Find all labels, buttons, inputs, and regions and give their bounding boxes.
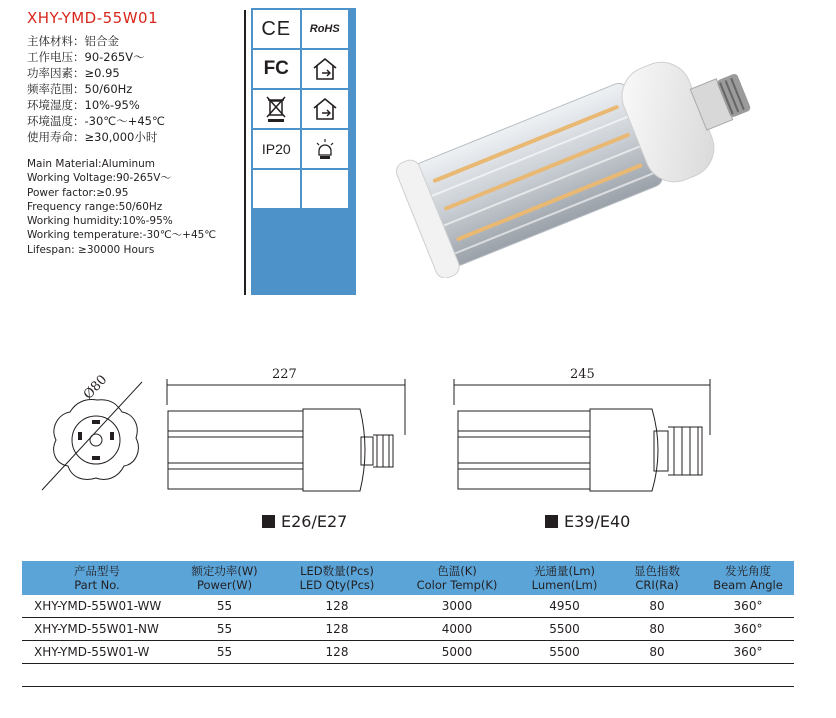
fcc-mark-icon bbox=[253, 50, 300, 88]
length-label-e26: 227 bbox=[272, 367, 297, 382]
square-bullet-icon bbox=[545, 515, 558, 528]
spec-line: Working temperature:-30℃～+45℃ bbox=[27, 229, 217, 242]
cell-led-qty: 128 bbox=[325, 622, 349, 636]
base-label-e26 bbox=[262, 512, 347, 531]
cell-lumen: 5500 bbox=[549, 645, 580, 659]
spec-line: 功率因素：≥0.95 bbox=[27, 66, 120, 80]
spec-line: 主体材料：铝合金 bbox=[27, 34, 119, 48]
cell-power: 55 bbox=[216, 645, 233, 659]
cell-beam-angle: 360° bbox=[733, 645, 763, 659]
header-beam-angle: 发光角度 Beam Angle bbox=[713, 564, 783, 592]
ce-mark-icon bbox=[253, 10, 300, 48]
product-title: XHY-YMD-55W01 bbox=[27, 9, 159, 27]
header-lumen: 光通量(Lm) Lumen(Lm) bbox=[531, 564, 598, 592]
screw-base bbox=[668, 427, 702, 475]
length-label-e39: 245 bbox=[570, 367, 595, 382]
table-row bbox=[22, 618, 794, 641]
base-label-text: E39/E40 bbox=[564, 512, 631, 531]
base-label-text: E26/E27 bbox=[281, 512, 348, 531]
cell-power: 55 bbox=[216, 599, 233, 613]
indoor-use-icon bbox=[302, 50, 349, 88]
cell-cri: 80 bbox=[649, 622, 665, 636]
cell-color-temp: 3000 bbox=[441, 599, 473, 613]
specs-english bbox=[27, 157, 216, 257]
spec-line: Lifespan: ≥30000 Hours bbox=[27, 243, 155, 256]
empty-cell bbox=[253, 170, 300, 208]
e26-side-view-drawing bbox=[165, 375, 410, 495]
header-part-no: 产品型号 Part No. bbox=[74, 564, 120, 592]
table-header bbox=[22, 561, 794, 595]
spec-line: 频率范围：50/60Hz bbox=[27, 82, 133, 96]
cell-part-no: XHY-YMD-55W01-NW bbox=[34, 622, 159, 636]
diameter-label: Ø80 bbox=[80, 372, 111, 403]
cell-led-qty: 128 bbox=[325, 645, 349, 659]
spec-table bbox=[22, 561, 794, 687]
weee-bin-icon bbox=[253, 90, 300, 128]
product-photo bbox=[378, 28, 783, 278]
table-row bbox=[22, 641, 794, 664]
spec-line: Main Material:Aluminum bbox=[27, 158, 156, 170]
header-cri: 显色指数 CRI(Ra) bbox=[634, 564, 680, 592]
cell-lumen: 5500 bbox=[549, 622, 580, 636]
cell-part-no: XHY-YMD-55W01-WW bbox=[34, 599, 162, 613]
table-row bbox=[22, 595, 794, 618]
spec-line: Working humidity:10%-95% bbox=[27, 215, 173, 228]
spec-line: Working Voltage:90-265V～ bbox=[27, 172, 171, 185]
heatsink-body bbox=[458, 411, 590, 489]
led-lamp-icon bbox=[302, 130, 349, 168]
ip20-rating: IP20 bbox=[253, 130, 300, 168]
spec-line: 环境温度：-30℃～+45℃ bbox=[27, 114, 165, 128]
cell-color-temp: 5000 bbox=[441, 645, 473, 659]
cell-power: 55 bbox=[216, 622, 233, 636]
base-label-e39 bbox=[545, 512, 630, 531]
cell-lumen: 4950 bbox=[549, 599, 580, 613]
cell-cri: 80 bbox=[649, 599, 665, 613]
cell-beam-angle: 360° bbox=[733, 599, 763, 613]
cell-beam-angle: 360° bbox=[733, 622, 763, 636]
indoor-use-icon bbox=[302, 90, 349, 128]
rohs-label: RoHS bbox=[309, 23, 340, 35]
empty-cell bbox=[302, 170, 349, 208]
specs-chinese bbox=[27, 33, 165, 145]
header-led-qty: LED数量(Pcs) LED Qty(Pcs) bbox=[299, 564, 375, 592]
spec-line: 环境湿度：10%-95% bbox=[27, 98, 140, 112]
cell-color-temp: 4000 bbox=[441, 622, 473, 636]
rohs-mark-icon bbox=[302, 10, 349, 48]
heatsink-body bbox=[168, 411, 303, 489]
heatsink-outline bbox=[54, 400, 139, 480]
spec-line: 工作电压：90-265V～ bbox=[27, 50, 145, 64]
divider bbox=[244, 10, 246, 295]
ce-label: CE bbox=[261, 17, 292, 40]
fc-label: FC bbox=[263, 58, 289, 79]
spec-line: Power factor:≥0.95 bbox=[27, 186, 129, 199]
cell-led-qty: 128 bbox=[325, 599, 349, 613]
cell-cri: 80 bbox=[649, 645, 665, 659]
header-power: 额定功率(W) Power(W) bbox=[191, 564, 258, 592]
table-row-empty bbox=[22, 664, 794, 687]
lamp-cap bbox=[303, 409, 365, 491]
spec-line: Frequency range:50/60Hz bbox=[27, 200, 163, 213]
e39-side-view-drawing bbox=[452, 375, 717, 495]
cell-part-no: XHY-YMD-55W01-W bbox=[34, 645, 150, 659]
header-color-temp: 色温(K) Color Temp(K) bbox=[416, 564, 498, 592]
spec-line: 使用寿命：≥30,000小时 bbox=[27, 130, 158, 144]
lamp-cap bbox=[590, 409, 658, 491]
square-bullet-icon bbox=[262, 515, 275, 528]
certification-panel bbox=[251, 8, 356, 295]
